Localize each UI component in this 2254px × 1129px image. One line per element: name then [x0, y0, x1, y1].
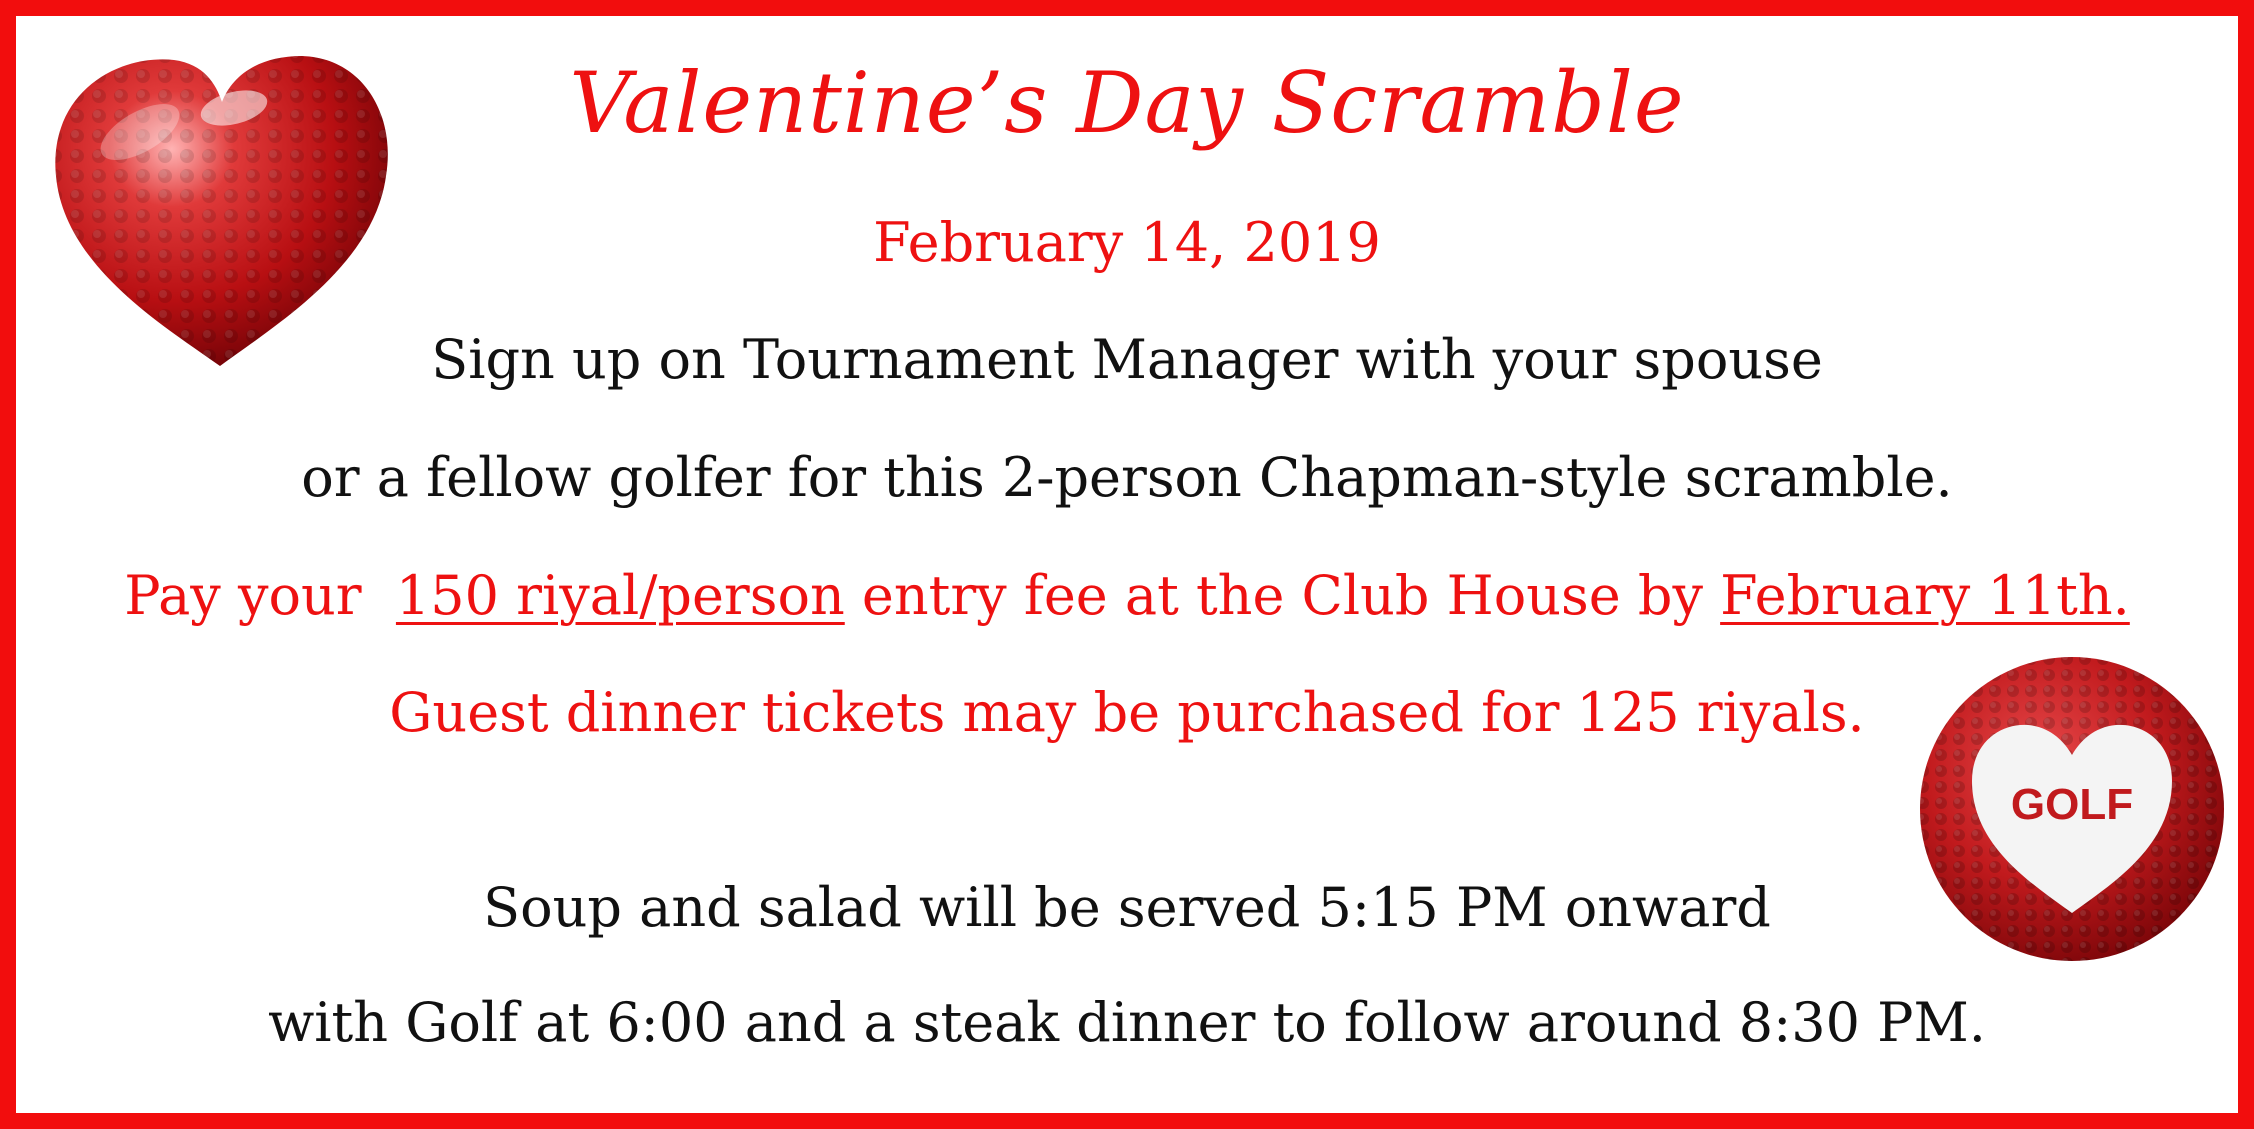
golf-ball-label: GOLF	[2010, 780, 2134, 829]
golf-ball-heart-icon	[1914, 651, 2230, 967]
payment-prefix: Pay your	[124, 564, 396, 627]
signup-line-2: or a fellow golfer for this 2-person Chapman-style scramble.	[301, 446, 1953, 509]
guest-dinner-line: Guest dinner tickets may be purchased for 125 riyals.	[389, 681, 1865, 744]
payment-deadline: February 11th.	[1720, 564, 2130, 627]
signup-line-1: Sign up on Tournament Manager with your spouse	[431, 328, 1823, 391]
event-date: February 14, 2019	[873, 211, 1381, 274]
event-title: Valentine’s Day Scramble	[569, 54, 1685, 152]
entry-fee: 150 riyal/person	[395, 564, 845, 627]
payment-middle: entry fee at the Club House by	[844, 564, 1721, 627]
golf-dinner-line: with Golf at 6:00 and a steak dinner to follow around 8:30 PM.	[268, 991, 1986, 1054]
payment-line	[16, 564, 2238, 627]
soup-salad-line: Soup and salad will be served 5:15 PM onward	[483, 876, 1771, 939]
